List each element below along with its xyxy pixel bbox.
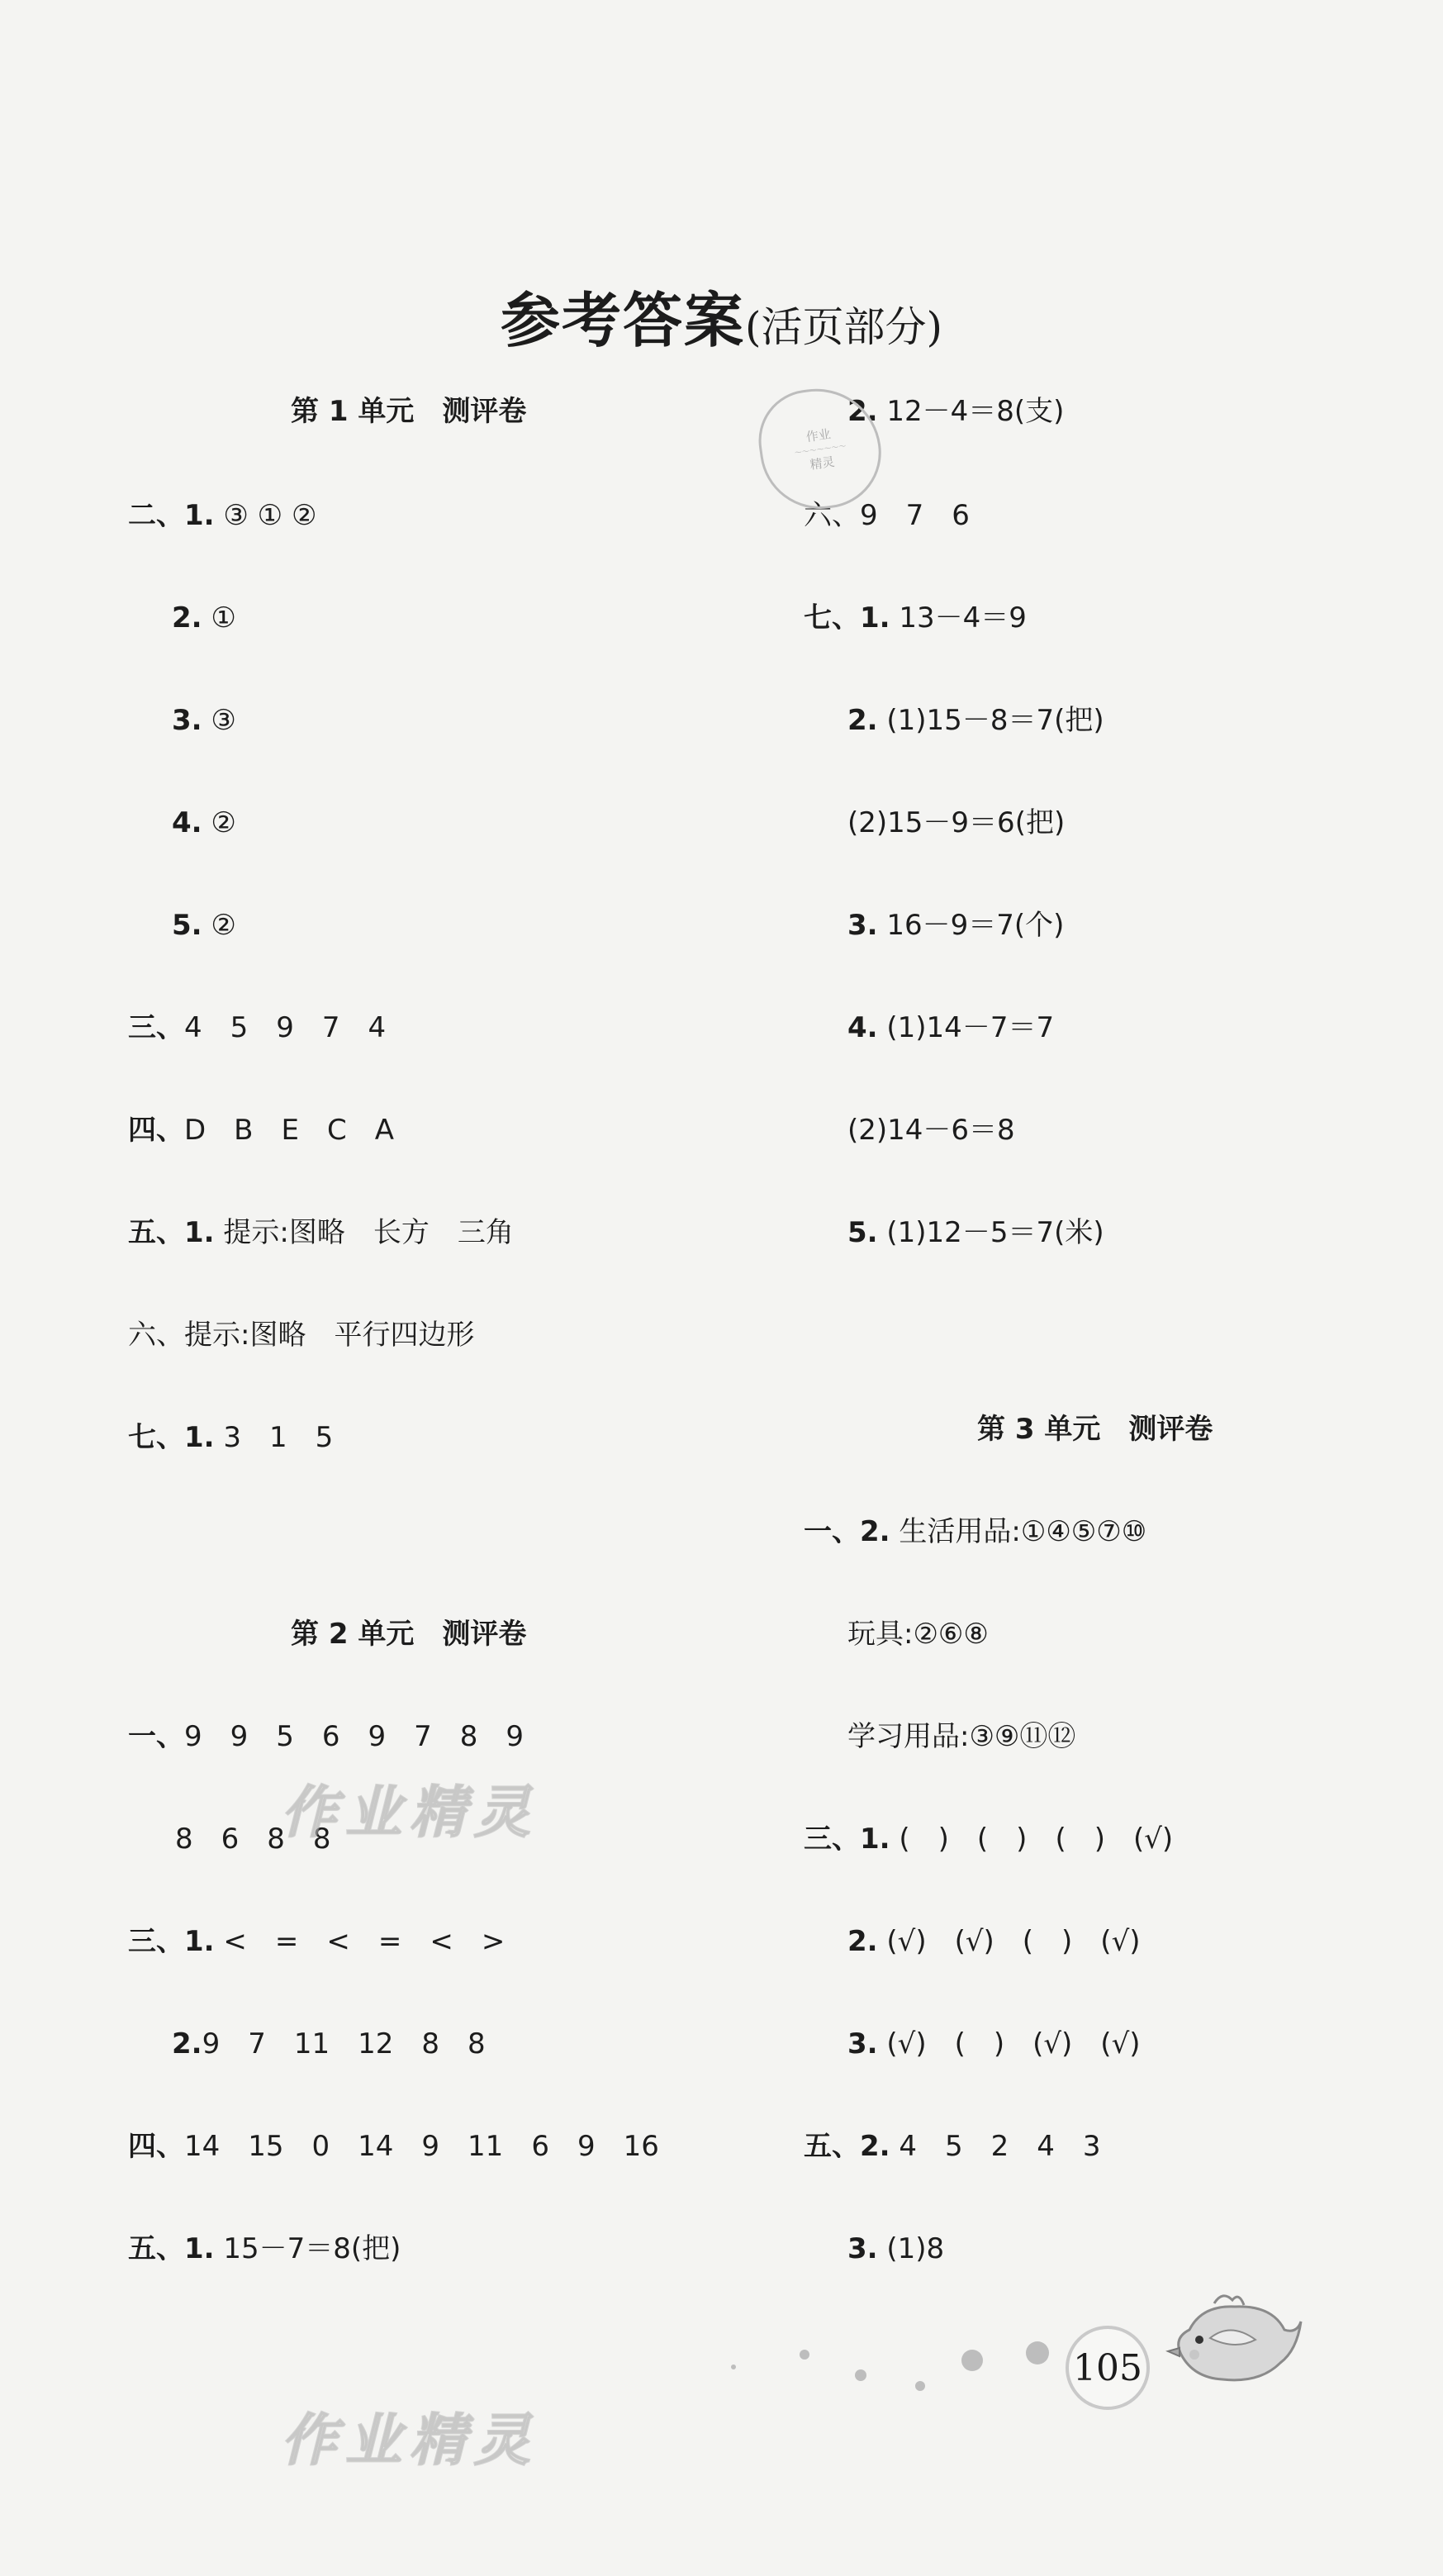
question-label: 七、1. (128, 1421, 215, 1454)
answer-text: (1)15－8＝7(把) (886, 704, 1104, 737)
question-label: 4. (847, 1011, 878, 1044)
answer-line (128, 1216, 514, 1249)
question-label: 2. (847, 395, 878, 428)
answer-line (128, 1421, 333, 1454)
answer-text: 9 9 5 6 9 7 8 9 (184, 1720, 525, 1753)
question-label: 2. (847, 704, 878, 737)
answer-line (847, 806, 1065, 839)
answer-text: 提示:图略 长方 三角 (223, 1216, 514, 1249)
stamp-line1: 作业 (805, 425, 832, 444)
watermark: 作业精灵 (281, 1780, 539, 1846)
question-label: 三、1. (128, 1925, 215, 1958)
question-label: 5. (172, 909, 202, 942)
question-label: 三、 (128, 1011, 184, 1044)
title-main: 参考答案 (500, 286, 745, 355)
answer-line (128, 2232, 401, 2265)
answer-line (804, 601, 1027, 634)
question-label: 七、1. (804, 601, 890, 634)
stamp-line2: 精灵 (809, 454, 836, 473)
question-label: 5. (847, 1216, 878, 1249)
answer-line (847, 704, 1104, 737)
answer-text: < = < = < > (223, 1925, 506, 1958)
question-label: 一、 (128, 1720, 184, 1753)
answer-text: 生活用品:①④⑤⑦⑩ (899, 1515, 1147, 1548)
question-label: 五、2. (804, 2130, 890, 2163)
answer-text: 3 1 5 (223, 1421, 334, 1454)
answer-line (172, 2027, 486, 2060)
answer-line (172, 909, 236, 942)
decorative-dots (727, 2305, 1074, 2404)
answer-text: (2)15－9＝6(把) (847, 806, 1066, 839)
question-label: 五、1. (128, 1216, 215, 1249)
answer-line (804, 1823, 1173, 1856)
answer-text: 8 6 8 8 (175, 1823, 331, 1856)
answer-line (847, 1216, 1104, 1249)
answer-line (847, 2232, 944, 2265)
answer-line (128, 1720, 524, 1753)
answer-line (847, 1925, 1141, 1958)
question-label: 六、 (128, 1319, 184, 1352)
question-label: 六、 (804, 499, 860, 532)
page-number: 105 (1066, 2326, 1150, 2410)
unit2-header: 第 2 单元 测评卷 (291, 1618, 527, 1651)
answer-line (128, 1925, 505, 1958)
page-title (0, 273, 1443, 359)
answer-text: 9 7 11 12 8 8 (202, 2027, 486, 2060)
answer-line (847, 1720, 1075, 1753)
answer-text: 15－7＝8(把) (223, 2232, 401, 2265)
answer-line (172, 806, 236, 839)
answer-text: (√) ( ) (√) (√) (886, 2027, 1141, 2060)
question-label: 一、2. (804, 1515, 890, 1548)
stamp: 作业 ～～～～～～～ 精灵 (752, 381, 889, 517)
answer-line (804, 1515, 1146, 1548)
answer-text: ( ) ( ) ( ) (√) (899, 1823, 1174, 1856)
question-label: 四、 (128, 2130, 184, 2163)
answer-text: ① (211, 601, 236, 634)
answer-line (128, 2130, 659, 2163)
answer-text: (1)14－7＝7 (886, 1011, 1055, 1044)
question-label: 3. (172, 704, 202, 737)
answer-line (128, 499, 316, 532)
answer-text: 13－4＝9 (899, 601, 1027, 634)
question-label: 四、 (128, 1114, 184, 1147)
unit1-header: 第 1 单元 测评卷 (291, 395, 527, 428)
answer-text: (1)8 (886, 2232, 945, 2265)
answer-text: (2)14－6＝8 (847, 1114, 1015, 1147)
answer-text: (√) (√) ( ) (√) (886, 1925, 1141, 1958)
answer-text: ③ (211, 704, 236, 737)
question-label: 二、1. (128, 499, 215, 532)
unit3-header: 第 3 单元 测评卷 (977, 1413, 1213, 1446)
answer-line (128, 1114, 394, 1147)
answer-text: 学习用品:③⑨⑪⑫ (847, 1720, 1076, 1753)
answer-text: 14 15 0 14 9 11 6 9 16 (184, 2130, 659, 2163)
answer-line (847, 395, 1064, 428)
answer-line (128, 1319, 474, 1352)
question-label: 2. (847, 1925, 878, 1958)
answer-text: 16－9＝7(个) (886, 909, 1065, 942)
answer-line (804, 2130, 1101, 2163)
answer-line (847, 909, 1064, 942)
answer-text: 玩具:②⑥⑧ (847, 1618, 989, 1651)
answer-text: ② (211, 806, 236, 839)
answer-text: ③ ① ② (223, 499, 317, 532)
answer-line (128, 1011, 386, 1044)
answer-line (847, 2027, 1141, 2060)
question-label: 三、1. (804, 1823, 890, 1856)
answer-line (172, 601, 236, 634)
answer-text: 提示:图略 平行四边形 (184, 1319, 475, 1352)
answer-text: 12－4＝8(支) (886, 395, 1065, 428)
question-label: 3. (847, 2027, 878, 2060)
question-label: 3. (847, 2232, 878, 2265)
watermark: 作业精灵 (281, 2408, 539, 2474)
answer-line (172, 704, 236, 737)
answer-text: 4 5 9 7 4 (184, 1011, 387, 1044)
question-label: 五、1. (128, 2232, 215, 2265)
answer-text: 9 7 6 (860, 499, 970, 532)
answer-text: D B E C A (184, 1114, 394, 1147)
question-label: 2. (172, 2027, 202, 2060)
question-label: 3. (847, 909, 878, 942)
bird-icon (1165, 2288, 1305, 2396)
answer-line (847, 1618, 989, 1651)
question-label: 2. (172, 601, 202, 634)
answer-text: 4 5 2 4 3 (899, 2130, 1101, 2163)
answer-line (847, 1114, 1015, 1147)
answer-text: (1)12－5＝7(米) (886, 1216, 1104, 1249)
answer-line (847, 1011, 1054, 1044)
question-label: 4. (172, 806, 202, 839)
answer-text: ② (211, 909, 236, 942)
title-sub: (活页部分) (745, 303, 943, 351)
